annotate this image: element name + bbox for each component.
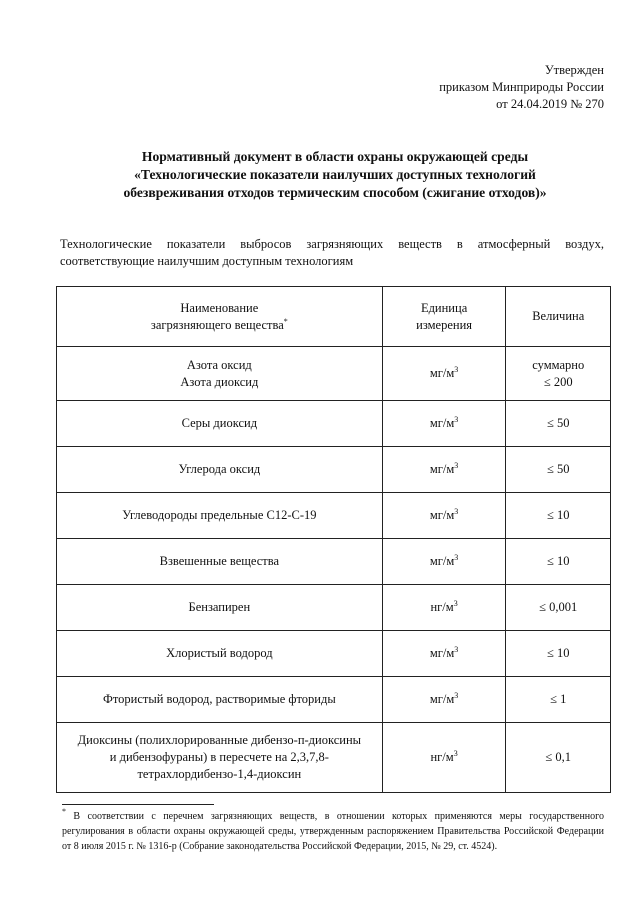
footnote — [62, 809, 604, 854]
unit-exponent: 3 — [454, 461, 459, 470]
value-line: ≤ 10 — [546, 508, 570, 522]
cell-pollutant-name — [57, 677, 383, 723]
cell-pollutant-name — [57, 401, 383, 447]
unit-exponent: 3 — [454, 415, 459, 424]
unit-text: мг/м — [429, 508, 455, 522]
cell-pollutant-name — [57, 347, 383, 401]
footnote-mark: * — [283, 316, 288, 326]
unit-text: нг/м — [430, 750, 454, 764]
cell-unit — [382, 447, 506, 493]
pollutant-name-line: Бензапирен — [188, 600, 251, 614]
cell-unit — [382, 631, 506, 677]
cell-value — [506, 401, 611, 447]
pollutant-name-line: Хлористый водород — [166, 646, 273, 660]
cell-value — [506, 447, 611, 493]
approval-line-date: от 24.04.2019 № 270 — [496, 97, 604, 111]
footnote-marker: * — [62, 807, 66, 816]
cell-unit — [382, 493, 506, 539]
approval-line-approved: Утвержден — [544, 63, 604, 77]
intro-line-2: соответствующие наилучшим доступным технологиям — [60, 254, 354, 268]
header-value: Величина — [506, 287, 611, 347]
table-body — [57, 347, 611, 793]
cell-unit — [382, 347, 506, 401]
header-pollutant-name — [57, 287, 383, 347]
pollutant-name-line: Серы диоксид — [181, 416, 258, 430]
approval-block — [439, 62, 604, 113]
cell-unit — [382, 723, 506, 793]
footnote-divider — [62, 804, 214, 805]
cell-pollutant-name — [57, 493, 383, 539]
header-unit-line-2: измерения — [416, 317, 473, 332]
unit-exponent: 3 — [454, 507, 459, 516]
header-unit — [382, 287, 506, 347]
unit-text: мг/м — [429, 646, 455, 660]
cell-unit — [382, 677, 506, 723]
unit-text: мг/м — [429, 462, 455, 476]
cell-unit — [382, 585, 506, 631]
cell-value — [506, 631, 611, 677]
value-line: суммарно — [532, 357, 585, 372]
cell-value — [506, 539, 611, 585]
unit-text: мг/м — [429, 366, 455, 380]
header-name-line-2: загрязняющего вещества* — [150, 316, 288, 332]
table-row — [57, 539, 611, 585]
cell-pollutant-name — [57, 585, 383, 631]
table-row — [57, 677, 611, 723]
unit-exponent: 3 — [454, 691, 459, 700]
unit-exponent: 3 — [454, 553, 459, 562]
cell-value — [506, 585, 611, 631]
unit-text: мг/м — [429, 416, 455, 430]
cell-value — [506, 677, 611, 723]
value-line: ≤ 10 — [546, 554, 570, 568]
pollutant-name-line: Углерода оксид — [178, 462, 261, 476]
document-title — [60, 148, 610, 202]
unit-text: нг/м — [430, 600, 454, 614]
unit-exponent: 3 — [453, 749, 458, 758]
cell-value — [506, 493, 611, 539]
cell-pollutant-name — [57, 447, 383, 493]
value-line: ≤ 1 — [550, 692, 567, 706]
table-row — [57, 401, 611, 447]
unit-exponent: 3 — [454, 645, 459, 654]
cell-unit — [382, 401, 506, 447]
pollutant-name-line: Азота оксид — [186, 357, 252, 372]
value-line: ≤ 50 — [546, 416, 570, 430]
intro-paragraph — [60, 236, 604, 270]
unit-exponent: 3 — [454, 365, 459, 374]
value-line: ≤ 200 — [543, 374, 573, 389]
pollutant-name-line: и дибензофураны) в пересчете на 2,3,7,8- — [109, 750, 329, 764]
cell-pollutant-name — [57, 723, 383, 793]
indicators-table — [56, 286, 611, 793]
table-row — [57, 347, 611, 401]
table-header-row — [57, 287, 611, 347]
unit-text: мг/м — [429, 554, 455, 568]
unit-text: мг/м — [429, 692, 455, 706]
pollutant-name-line: Фтористый водород, растворимые фториды — [102, 692, 336, 706]
pollutant-name-line: Взвешенные вещества — [159, 554, 280, 568]
title-line-3: обезвреживания отходов термическим способом (сжигание отходов)» — [123, 185, 547, 200]
value-line: ≤ 0,001 — [539, 600, 578, 614]
footnote-text: В соответствии с перечнем загрязняющих веществ, в отношении которых применяются меры государственного регулирования в области охраны окружающей среды, утвержденным распоряжением Правительства Российской Федерации от 8 июля 2015 г. № 1316-р (Собрание законодательства Российской Федерации, 2015, № 29, ст. 4524). — [62, 811, 605, 852]
cell-pollutant-name — [57, 539, 383, 585]
table-row — [57, 585, 611, 631]
table-row — [57, 447, 611, 493]
value-line: ≤ 10 — [546, 646, 570, 660]
value-line: ≤ 50 — [546, 462, 570, 476]
header-unit-line-1: Единица — [420, 300, 468, 315]
pollutant-name-line: Азота диоксид — [180, 374, 259, 389]
intro-line-1: Технологические показатели выбросов загрязняющих веществ в атмосферный воздух, — [60, 237, 604, 251]
header-name-line-1: Наименование — [180, 300, 259, 315]
table-row — [57, 723, 611, 793]
pollutant-name-line: тетрахлордибензо-1,4-диоксин — [137, 767, 302, 781]
title-line-1: Нормативный документ в области охраны окружающей среды — [141, 149, 529, 164]
table-row — [57, 493, 611, 539]
table-row — [57, 631, 611, 677]
title-line-2: «Технологические показатели наилучших доступных технологий — [134, 167, 536, 182]
pollutant-name-line: Углеводороды предельные С12-С-19 — [122, 508, 317, 522]
pollutant-name-line: Диоксины (полихлорированные дибензо-п-диоксины — [77, 733, 362, 747]
cell-value — [506, 347, 611, 401]
value-line: ≤ 0,1 — [545, 750, 572, 764]
cell-pollutant-name — [57, 631, 383, 677]
cell-unit — [382, 539, 506, 585]
cell-value — [506, 723, 611, 793]
approval-line-order: приказом Минприроды России — [439, 80, 604, 94]
unit-exponent: 3 — [453, 599, 458, 608]
